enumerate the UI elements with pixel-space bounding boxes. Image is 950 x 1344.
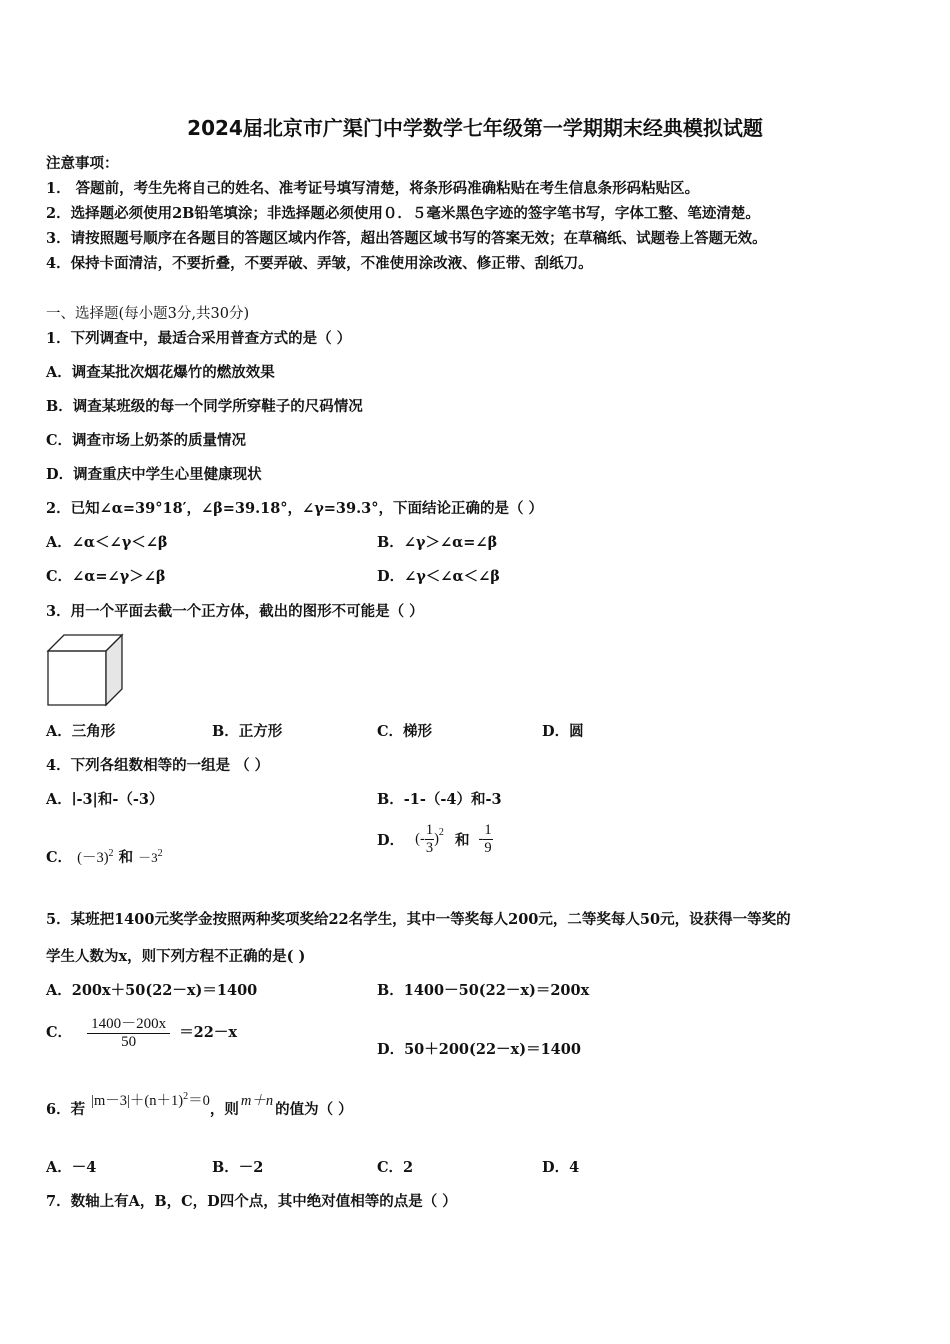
q4-d-label: D． xyxy=(377,832,405,849)
q4-d-den1: 3 xyxy=(425,840,434,856)
section-heading: 一、选择题(每小题3分,共30分) xyxy=(46,306,250,322)
q4-d-num1: 1 xyxy=(425,822,434,838)
page-title: 2024届北京市广渠门中学数学七年级第一学期期末经典模拟试题 xyxy=(187,116,763,140)
q4-d-minus: - xyxy=(478,831,484,847)
q4-stem: 4．下列各组数相等的一组是 （ ） xyxy=(46,757,270,774)
q5-option-d: D．50＋200(22－x)＝1400 xyxy=(377,1041,581,1058)
q5-c-frac xyxy=(87,1012,170,1051)
q4-d-exponent: 2 xyxy=(438,827,444,838)
q2-option-b: B．∠γ＞∠α=∠β xyxy=(377,534,498,551)
q4-c-expr2: －3 xyxy=(138,850,158,865)
q6-option-b: B．－2 xyxy=(212,1159,264,1176)
q4-c-expr1: (－3) xyxy=(77,850,109,866)
q5-option-c xyxy=(46,1012,237,1051)
q4-d-frac2 xyxy=(483,822,492,857)
q2-option-d: D．∠γ＜∠α＜∠β xyxy=(377,568,500,585)
q7-stem: 7．数轴上有A，B，C，D四个点，其中绝对值相等的点是（ ） xyxy=(46,1193,457,1210)
q4-d-close: ) xyxy=(434,831,439,847)
q5-stem-line2: 学生人数为x，则下列方程不正确的是( ) xyxy=(46,948,306,965)
notice-item: 3．请按照题号顺序在各题目的答题区域内作答，超出答题区域书写的答案无效；在草稿纸、试题卷上答题无效。 xyxy=(46,230,767,247)
cube-front-face xyxy=(48,651,106,705)
q5-option-b: B．1400－50(22－x)＝200x xyxy=(377,982,590,999)
q5-option-a: A．200x＋50(22－x)＝1400 xyxy=(46,982,258,999)
q6-option-a: A．－4 xyxy=(46,1159,97,1176)
q4-d-num2: 1 xyxy=(484,822,492,838)
q1-option-d: D．调查重庆中学生心里健康现状 xyxy=(46,466,262,483)
q3-option-c: C．梯形 xyxy=(377,723,433,740)
q6-stem-eq: ＝0 xyxy=(188,1093,210,1109)
q6-option-d: D．4 xyxy=(542,1159,580,1176)
q4-option-a: A．∣-3|和-（-3） xyxy=(46,791,164,808)
q6-option-c: C．2 xyxy=(377,1159,414,1176)
notice-heading: 注意事项： xyxy=(46,155,119,172)
q4-option-c xyxy=(46,846,163,867)
q6-stem-exponent: 2 xyxy=(183,1091,189,1103)
notice-item: 1． 答题前，考生先将自己的姓名、准考证号填写清楚，将条形码准确粘贴在考生信息条形码粘贴区。 xyxy=(46,180,700,197)
q4-option-b: B．-1-（-4）和-3 xyxy=(377,791,502,808)
q6-stem-expr: |m－3|＋(n＋1) xyxy=(91,1093,184,1109)
q3-stem: 3．用一个平面去截一个正方体，截出的图形不可能是（ ） xyxy=(46,603,424,620)
q2-option-a: A．∠α＜∠γ＜∠β xyxy=(46,534,168,551)
q1-stem: 1．下列调查中，最适合采用普查方式的是（ ） xyxy=(46,330,352,347)
q5-c-denominator: 50 xyxy=(121,1034,137,1050)
q6-stem-mid: ，则 xyxy=(209,1101,239,1118)
q4-d-den2: 9 xyxy=(484,840,492,856)
q2-stem: 2．已知∠α=39°18′，∠β=39.18°，∠γ=39.3°，下面结论正确的是（ ） xyxy=(46,500,544,517)
q1-option-b: B．调查某班级的每一个同学所穿鞋子的尺码情况 xyxy=(46,398,363,415)
q4-d-and: 和 xyxy=(454,832,470,849)
q6-stem-pre: 6．若 xyxy=(46,1101,86,1118)
q4-c-and: 和 xyxy=(118,849,134,866)
cube-side-face xyxy=(106,635,122,705)
q4-option-d xyxy=(377,822,493,857)
q5-c-numerator: 1400－200x xyxy=(87,1012,170,1034)
q3-option-a: A．三角形 xyxy=(46,723,116,740)
q4-c-exponent: 2 xyxy=(108,848,114,860)
q5-stem-line1: 5．某班把1400元奖学金按照两种奖项奖给22名学生，其中一等奖每人200元，二等奖每人50元，设获得一等奖的 xyxy=(46,911,791,928)
q5-c-label: C． xyxy=(46,1024,73,1041)
q3-option-d: D．圆 xyxy=(542,723,584,740)
q1-option-c: C．调查市场上奶茶的质量情况 xyxy=(46,432,247,449)
q4-d-open: (- xyxy=(415,831,425,847)
q2-option-c: C．∠α=∠γ＞∠β xyxy=(46,568,166,585)
notice-item: 4．保持卡面清洁，不要折叠，不要弄破、弄皱，不准使用涂改液、修正带、刮纸刀。 xyxy=(46,255,593,272)
q6-stem-post: 的值为（ ） xyxy=(275,1101,353,1118)
q6-stem xyxy=(46,1091,353,1119)
q3-option-b: B．正方形 xyxy=(212,723,283,740)
q6-stem-mn: m＋n xyxy=(240,1093,274,1109)
notice-item: 2．选择题必须使用2B铅笔填涂；非选择题必须使用０．５毫米黑色字迹的签字笔书写，字体工整、笔迹清楚。 xyxy=(46,205,760,222)
q4-c-label: C． xyxy=(46,849,73,866)
q5-c-rest: ＝22－x xyxy=(179,1024,238,1041)
cube-figure xyxy=(44,632,126,708)
q1-option-a: A．调查某批次烟花爆竹的燃放效果 xyxy=(46,364,275,381)
q4-c-exponent2: 2 xyxy=(157,848,163,860)
q4-d-frac1 xyxy=(425,822,434,857)
